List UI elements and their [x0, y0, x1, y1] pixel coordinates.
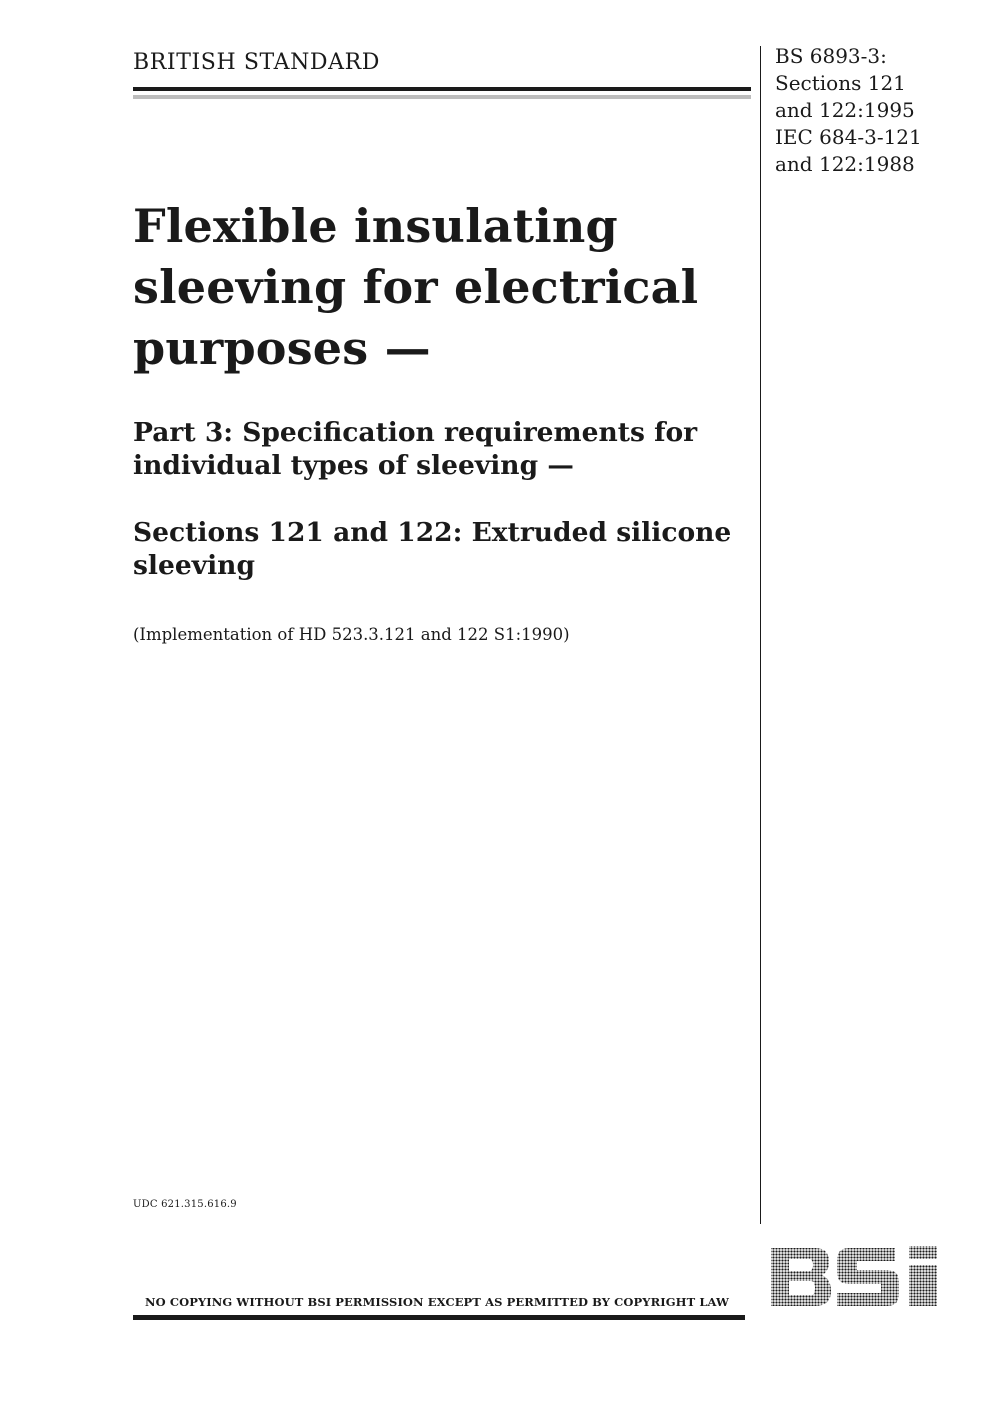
part-title-line: Part 3: Specification requirements for	[133, 417, 698, 448]
title-line: sleeving for electrical	[133, 260, 699, 314]
document-title	[133, 196, 753, 379]
title-line: purposes —	[133, 321, 431, 375]
header-label: BRITISH STANDARD	[133, 50, 381, 75]
bs-designation	[775, 43, 915, 124]
udc-code: UDC 621.315.616.9	[133, 1199, 237, 1210]
bs-designation-line: and 122:1995	[775, 98, 915, 122]
copyright-notice: NO COPYING WITHOUT BSI PERMISSION EXCEPT AS PERMITTED BY COPYRIGHT LAW	[145, 1295, 730, 1309]
part-title	[133, 416, 753, 482]
header-rule	[133, 87, 751, 91]
iec-designation-line: and 122:1988	[775, 152, 915, 176]
bs-designation-line: Sections 121	[775, 71, 906, 95]
title-line: Flexible insulating	[133, 199, 618, 253]
footer-rule	[133, 1315, 745, 1320]
implementation-note: (Implementation of HD 523.3.121 and 122 S1:1990)	[133, 625, 570, 644]
section-title-line: Sections 121 and 122: Extruded silicone	[133, 517, 732, 548]
bsi-logo	[769, 1244, 945, 1310]
iec-designation	[775, 124, 922, 178]
section-title	[133, 516, 753, 582]
section-title-line: sleeving	[133, 550, 255, 581]
column-divider	[760, 46, 761, 1224]
iec-designation-line: IEC 684-3-121	[775, 125, 922, 149]
header-rule-grey	[133, 95, 751, 99]
bs-designation-line: BS 6893-3:	[775, 44, 887, 68]
part-title-line: individual types of sleeving —	[133, 450, 574, 481]
